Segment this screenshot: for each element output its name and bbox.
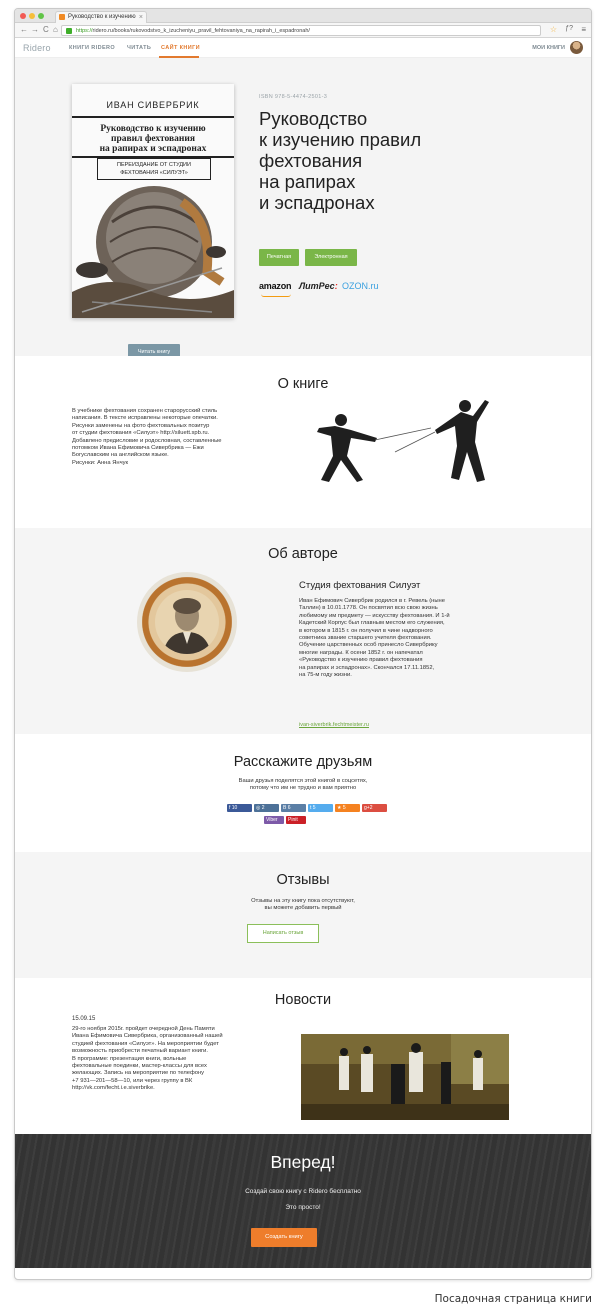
url-path: ridero.ru/books/rukovodstvo_k_izucheniyu_pravil_fehtovaniya_na_rapirah_i_espadronah/ [92,28,310,34]
share-twitter-button[interactable]: t 5 [308,804,333,812]
figure-caption: Посадочная страница книги [434,1293,592,1305]
cover-author: ИВАН СИВЕРБРИК [106,100,200,110]
cover-title-line: Руководство к изучению [100,124,206,134]
forward-icon[interactable]: → [31,25,39,34]
browser-tab[interactable] [55,11,147,23]
favicon-icon [59,14,65,20]
ozon-link[interactable]: OZON.ru [342,281,379,291]
home-icon[interactable]: ⌂ [53,25,58,34]
share-googleplus-button[interactable]: g+2 [362,804,387,812]
browser-window [14,8,592,1280]
news-date: 15.09.15 [72,1016,96,1022]
address-bar [15,23,591,38]
litres-colon: : [334,281,338,291]
user-avatar[interactable] [570,41,583,54]
back-icon[interactable]: ← [20,25,28,34]
share-mailru-button[interactable]: ★ 5 [335,804,360,812]
book-cover[interactable] [72,84,234,318]
share-vk-button[interactable]: В 6 [281,804,306,812]
portrait-engraving [155,590,219,654]
cover-subtitle-line: ФЕХТОВАНИЯ «СИЛУЭТ» [120,170,188,176]
news-section [15,978,591,1134]
site-header [15,38,591,58]
ebook-edition-button[interactable]: Электронная [305,249,357,266]
ridero-logo[interactable]: Ridero [23,43,51,53]
amazon-link[interactable]: amazon [259,281,292,291]
create-book-button[interactable]: Создать книгу [251,1228,317,1247]
book-title [259,108,569,213]
url-field[interactable] [61,25,541,36]
write-review-button[interactable]: Написать отзыв [247,924,319,943]
about-title: О книге [277,376,329,392]
cta-line-1: Создай свою книгу с Ridero бесплатно [245,1188,361,1195]
share-pinterest-button[interactable]: Pinit [286,816,306,824]
tab-bar [15,9,591,23]
about-book-section [15,356,591,528]
cover-title-line: правил фехтования [111,134,195,144]
share-title: Расскажите друзьям [233,754,373,770]
news-title: Новости [274,992,332,1008]
reviews-text: Отзывы на эту книгу пока отсутствуют, вы можете добавить первый [251,898,355,912]
nav-link-read[interactable]: ЧИТАТЬ [127,45,152,51]
author-website-link[interactable]: ivan-siverbrik.fechtmeister.ru [299,722,369,728]
bookmark-star-icon[interactable]: ☆ [549,25,557,34]
title-line: Руководство [259,108,368,129]
cta-footer [15,1134,591,1268]
amazon-smile-icon [261,294,291,297]
my-books-link[interactable]: МОИ КНИГИ [532,45,565,51]
cover-title [72,124,234,154]
share-text: Ваши друзья поделятся этой книгой в соцсетях, потому что им не трудно и вам приятно [238,778,368,792]
browser-menu-icon[interactable]: ≡ [581,25,586,34]
litres-link[interactable] [299,281,338,291]
cover-rule [72,116,234,118]
extension-icon[interactable]: ƒ? [565,25,573,32]
author-title: Об авторе [268,546,338,562]
share-ok-button[interactable]: ◎ 2 [254,804,279,812]
tab-close-icon[interactable]: × [138,14,143,21]
tab-title: Руководство к изучению [68,14,136,20]
about-text: В учебнике фехтования сохранен старорусский стиль написания. В тексте исправлены некоторые опечатки. Рисунки заменены на фото фехтовальных позитур от студии фехтования «Силуэт» http://siluett.spb.ru. Добавлено предисловие и родословная, составленные потомком Ивана Ефимовича Сивербрика — Ежи Богуславским на английском языке. Рисунки: Анна Янчук [72,408,222,466]
lock-icon [66,28,72,34]
news-text: 29-го ноября 2015г. пройдет очередной День Памяти Ивана Ефимовича Сивербрика, организованный нашей студией фехтования «Силуэт». На мероприятии будет возможность приобрести печатный вариант книги. В программе: презентация книги, вольные фехтовальные поединки, мастер-классы для всех желающих. Запись на мероприятие по телефону +7 931—201—58—10, или через группу в ВК http://vk.com/fecht.i.e.siverbrike. [72,1026,223,1092]
fencing-mask-illustration [72,182,234,318]
news-photo [301,1034,509,1120]
read-book-button[interactable]: Читать книгу [128,344,180,360]
close-window-icon[interactable] [20,13,26,19]
reload-icon[interactable]: C [43,25,49,34]
title-line: и эспадронах [259,192,375,213]
reviews-section [15,852,591,978]
isbn: ISBN 978-5-4474-2501-3 [259,94,328,100]
cta-title: Вперед! [270,1152,336,1172]
about-author-section [15,528,591,734]
nav-link-book-site[interactable]: САЙТ КНИГИ [161,45,201,51]
minimize-window-icon[interactable] [29,13,35,19]
share-section [15,734,591,852]
litres-label: ЛитРес [299,281,335,291]
title-line: на рапирах [259,171,356,192]
share-facebook-button[interactable]: f 10 [227,804,252,812]
cover-title-line: на рапирах и эспадронах [99,144,207,154]
title-line: фехтования [259,150,363,171]
print-edition-button[interactable]: Печатная [259,249,299,266]
cta-line-2: Это просто! [285,1204,321,1211]
author-portrait [137,572,237,672]
book-hero [15,58,591,356]
author-name: Студия фехтования Силуэт [299,580,421,591]
reviews-title: Отзывы [276,872,330,888]
cover-subtitle-box [97,158,211,180]
title-line: к изучению правил [259,129,422,150]
share-viber-button[interactable]: Viber [264,816,284,824]
cover-subtitle-line: ПЕРЕИЗДАНИЕ ОТ СТУДИИ [117,162,191,168]
maximize-window-icon[interactable] [38,13,44,19]
nav-link-ridero-books[interactable]: КНИГИ RIDERO [69,45,116,51]
url-scheme: https:// [76,28,93,34]
fencers-illustration [299,386,509,496]
author-bio: Иван Ефимович Сивербрик родился в г. Ревель (ныне Таллин) в 10.01.1778. Он посвятил всю свою жизнь любимому им предмету — искусству фехтования. И 1-й Кадетский Корпус был главным местом его служения, в котором в 1815 г. он получил в чине надворного советника звание старшего учителя фехтования. Обучение царственных особ принесло Сивербрику многие награды. К осени 1852 г. он напечатал «Руководство к изучению правил фехтования на рапирах и эспадронах». Скончался 17.11.1852, на 75-м году жизни. [299,598,450,679]
